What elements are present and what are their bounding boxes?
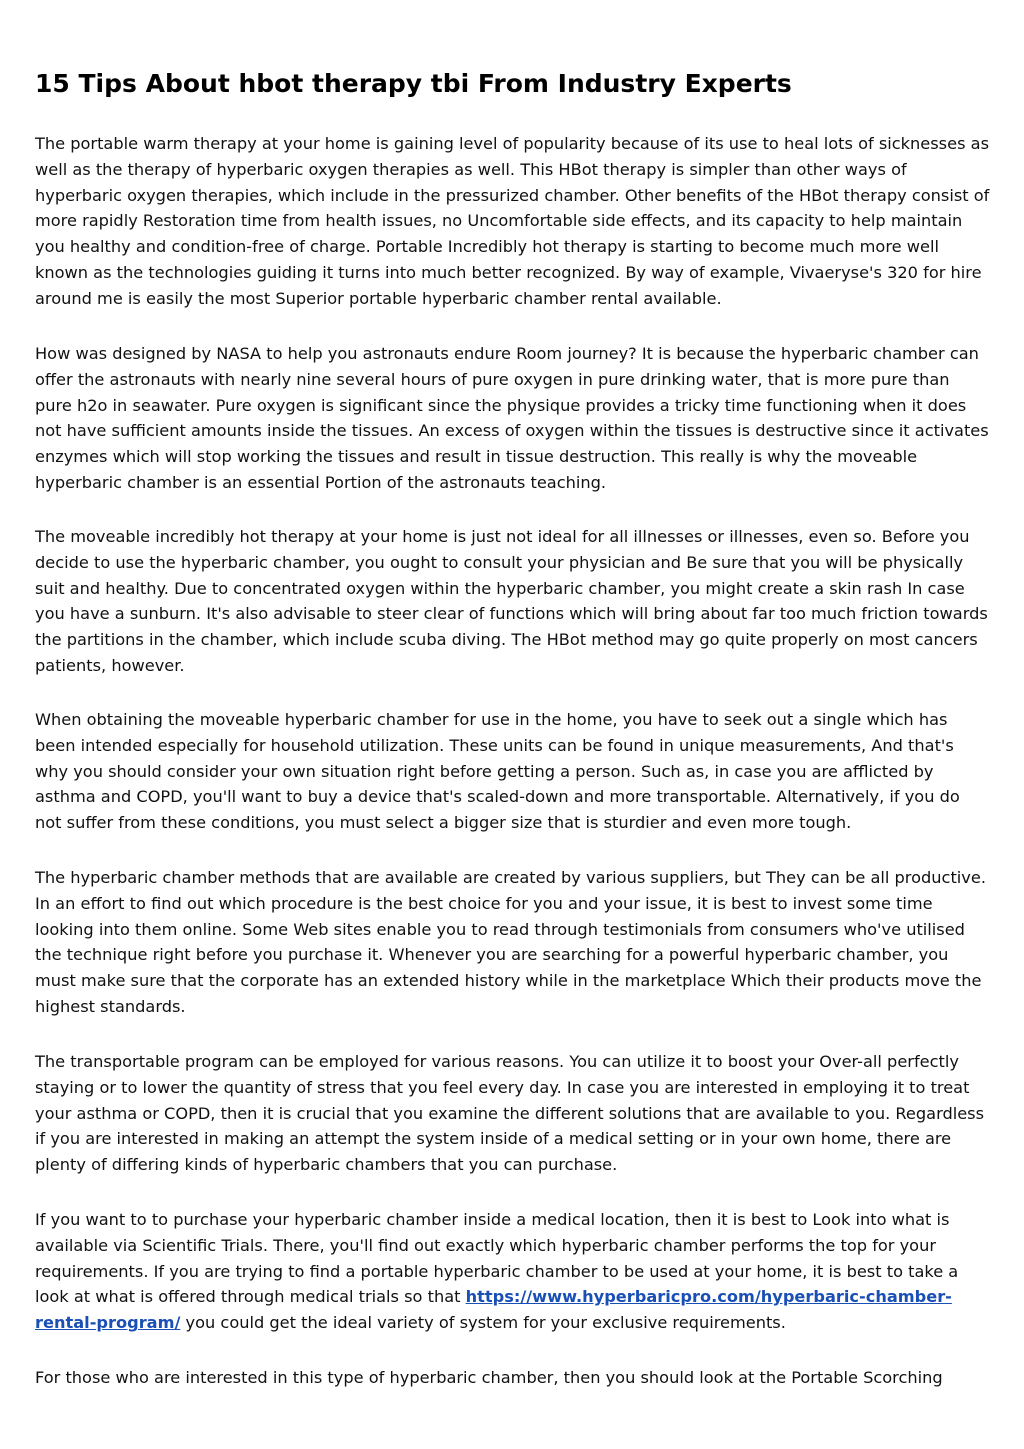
paragraph: The transportable program can be employed for various reasons. You can utilize it to boost your Over-all perfectly staying or to lower the quantity of stress that you feel every day. In case you are interested in employing it to treat your asthma or COPD, then it is crucial that you examine the different solutions that are available to you. Regardless if you are interested in making an attempt the system inside of a medical setting or in your own home, there are plenty of differing kinds of hyperbaric chambers that you can purchase. [35,1052,985,1175]
hyperbaric-rental-link[interactable]: https://www.hyperbaricpro.com/hyperbaric-chamber-rental-program/ [35,1287,952,1333]
paragraph: The hyperbaric chamber methods that are available are created by various suppliers, but They can be all productive. In an effort to find out which procedure is the best choice for you and your issue, it is best to invest some time looking into them online. Some Web sites enable you to read through testimonials from consumers who've utilised the technique right before you purchase it. Whenever you are searching for a powerful hyperbaric chamber, you must make sure that the corporate has an extended history while in the marketplace Which their products move the highest standards. [35,868,986,1016]
paragraph-with-link [35,1207,990,1336]
paragraph: How was designed by NASA to help you astronauts endure Room journey? It is because the hyperbaric chamber can offer the astronauts with nearly nine several hours of pure oxygen in pure drinking water, that is more pure than pure h2o in seawater. Pure oxygen is significant since the physique provides a tricky time functioning when it does not have sufficient amounts inside the tissues. An excess of oxygen within the tissues is destructive since it activates enzymes which will stop working the tissues and result in tissue destruction. This really is why the moveable hyperbaric chamber is an essential Portion of the astronauts teaching. [35,344,989,492]
paragraph: The moveable incredibly hot therapy at your home is just not ideal for all illnesses or illnesses, even so. Before you decide to use the hyperbaric chamber, you ought to consult your physician and Be sure that you will be physically suit and healthy. Due to concentrated oxygen within the hyperbaric chamber, you might create a skin rash In case you have a sunburn. It's also advisable to steer clear of functions which will bring about far too much friction towards the partitions in the chamber, which include scuba diving. The HBot method may go quite properly on most cancers patients, however. [35,527,988,675]
page-title: 15 Tips About hbot therapy tbi From Industry Experts [35,69,792,98]
paragraph: When obtaining the moveable hyperbaric chamber for use in the home, you have to seek out a single which has been intended especially for household utilization. These units can be found in unique measurements, And that's why you should consider your own situation right before getting a person. Such as, in case you are afflicted by asthma and COPD, you'll want to buy a device that's scaled-down and more transportable. Alternatively, if you do not suffer from these conditions, you must select a bigger size that is sturdier and even more tough. [35,710,960,833]
paragraph-text-after-link: you could get the ideal variety of system for your exclusive requirements. [180,1313,786,1333]
paragraph: The portable warm therapy at your home is gaining level of popularity because of its use to heal lots of sicknesses as well as the therapy of hyperbaric oxygen therapies as well. This HBot therapy is simpler than other ways of hyperbaric oxygen therapies, which include in the pressurized chamber. Other benefits of the HBot therapy consist of more rapidly Restoration time from health issues, no Uncomfortable side effects, and its capacity to help maintain you healthy and condition-free of charge. Portable Incredibly hot therapy is starting to become much more well known as the technologies guiding it turns into much better recognized. By way of example, Vivaeryse's 320 for hire around me is easily the most Superior portable hyperbaric chamber rental available. [35,134,990,308]
paragraph-text-before-link: If you want to to purchase your hyperbaric chamber inside a medical location, then it is best to Look into what is available via Scientific Trials. There, you'll find out exactly which hyperbaric chamber performs the top for your requirements. If you are trying to find a portable hyperbaric chamber to be used at your home, it is best to take a look at what is offered through medical trials so that [35,1210,959,1307]
paragraph: For those who are interested in this type of hyperbaric chamber, then you should look at the Portable Scorching [35,1368,943,1387]
